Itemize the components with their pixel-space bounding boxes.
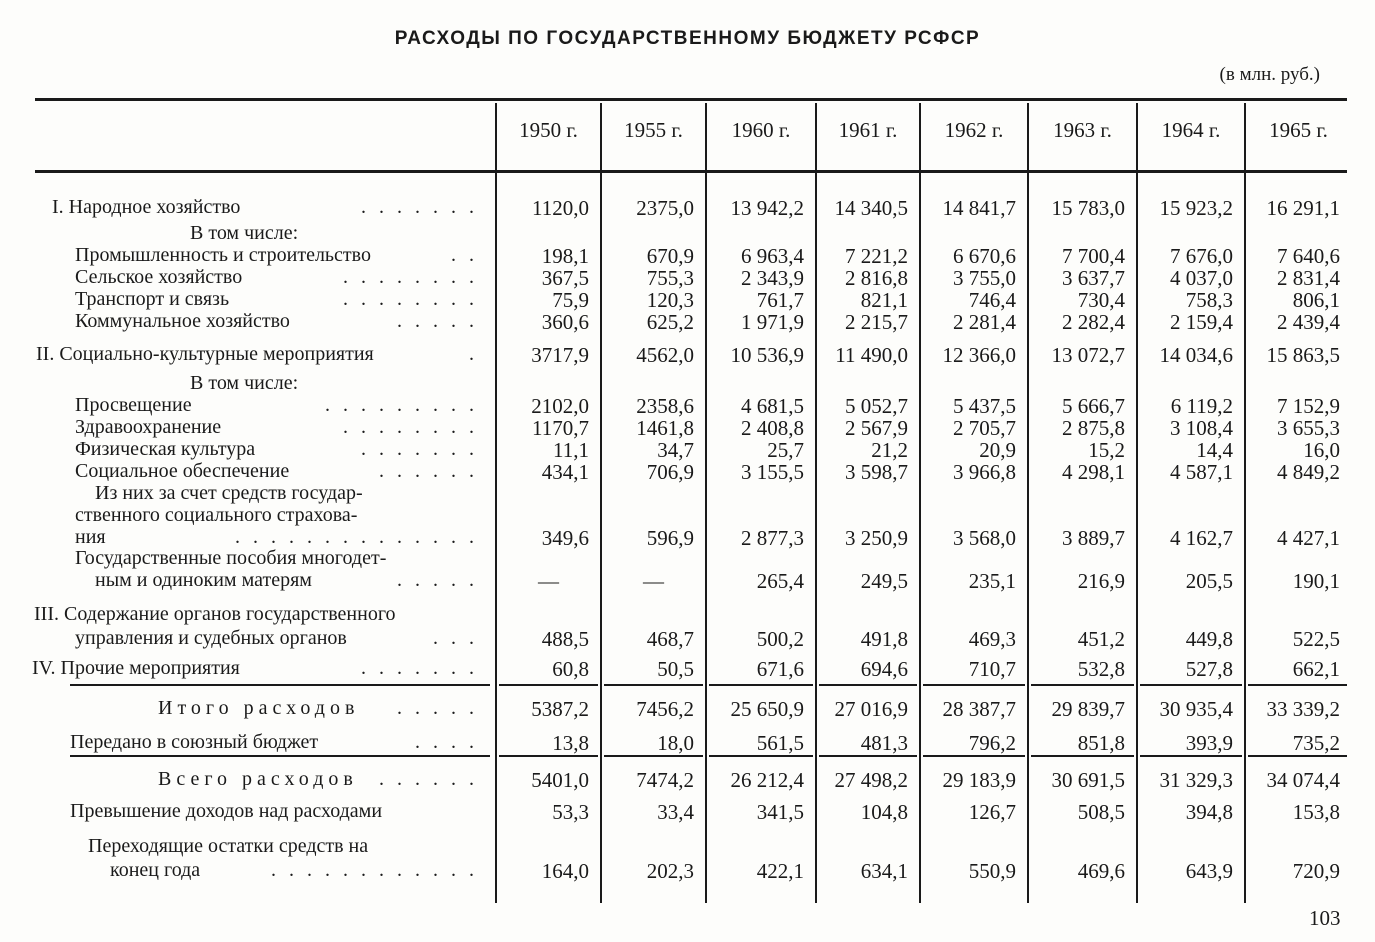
table-cell: 27 498,2 (834, 768, 908, 792)
row-label: Здравоохранение (75, 416, 222, 438)
row-label: Итого расходов (158, 697, 360, 719)
row-label: Коммунальное хозяйство (75, 310, 290, 332)
dot-leader: . . (451, 244, 478, 266)
table-cell: 3 755,0 (953, 266, 1016, 290)
table-cell: 60,8 (552, 657, 589, 681)
table-cell: 451,2 (1077, 627, 1125, 651)
table-cell: 4 681,5 (741, 394, 804, 418)
table-cell: 2102,0 (531, 394, 589, 418)
subtotal-rule (70, 684, 490, 686)
table-cell: 1170,7 (532, 416, 589, 440)
table-cell: 796,2 (968, 731, 1016, 755)
column-header: 1961 г. (838, 118, 898, 142)
table-cell: 527,8 (1185, 657, 1233, 681)
table-cell: 393,9 (1185, 731, 1233, 755)
subtotal-rule (499, 684, 598, 686)
table-cell: 104,8 (860, 800, 908, 824)
table-cell: 5387,2 (531, 697, 589, 721)
table-cell: 349,6 (541, 526, 589, 550)
row-label: Социальное обеспечение (75, 460, 290, 482)
subtotal-rule (1248, 684, 1347, 686)
table-cell: 5 052,7 (845, 394, 908, 418)
row-label: Промышленность и строительство (75, 244, 371, 266)
table-cell: 25 650,9 (730, 697, 804, 721)
row-label: Просвещение (75, 394, 192, 416)
table-cell: 27 016,9 (834, 697, 908, 721)
table-cell: 596,9 (646, 526, 694, 550)
table-cell: 3 250,9 (845, 526, 908, 550)
table-cell: 7 676,0 (1170, 244, 1233, 268)
column-header: 1963 г. (1053, 118, 1112, 142)
table-cell: 16 291,1 (1266, 196, 1340, 220)
subtotal-rule (604, 684, 703, 686)
table-cell: 34 074,4 (1266, 768, 1340, 792)
subtotal-rule (1031, 684, 1134, 686)
table-cell: 15 863,5 (1266, 343, 1340, 367)
table-cell: 394,8 (1185, 800, 1233, 824)
row-label: Транспорт и связь (75, 288, 230, 310)
table-top-rule (35, 98, 1347, 101)
dot-leader: . . . (433, 627, 478, 649)
table-cell: 2 281,4 (953, 310, 1016, 334)
dot-leader: . . . . . . . . (343, 266, 478, 288)
table-cell: 198,1 (541, 244, 589, 268)
table-cell: 3717,9 (531, 343, 589, 367)
header-bottom-rule (35, 170, 1347, 173)
table-cell: 5 437,5 (953, 394, 1016, 418)
table-cell: 1461,8 (636, 416, 694, 440)
table-cell: 469,6 (1077, 859, 1125, 883)
page-title: РАСХОДЫ ПО ГОСУДАРСТВЕННОМУ БЮДЖЕТУ РСФСР (394, 28, 981, 49)
dot-leader: . . . . . (397, 569, 478, 591)
table-cell: 2 877,3 (741, 526, 804, 550)
table-cell: 2 831,4 (1277, 266, 1340, 290)
table-cell: 500,2 (756, 627, 804, 651)
table-cell: 153,8 (1292, 800, 1340, 824)
row-label: II. Социально-культурные мероприятия (36, 343, 374, 365)
table-cell: 5401,0 (531, 768, 589, 792)
table-cell: 164,0 (541, 859, 589, 883)
total-rule (709, 755, 813, 757)
table-cell: 7 700,4 (1062, 244, 1125, 268)
column-header: 1960 г. (731, 118, 791, 142)
column-header: 1962 г. (944, 118, 1004, 142)
dot-leader: . . . . . . . (361, 438, 478, 460)
table-cell: 341,5 (756, 800, 804, 824)
table-cell: 2375,0 (636, 196, 694, 220)
table-cell: 3 108,4 (1170, 416, 1233, 440)
table-cell: 3 637,7 (1062, 266, 1125, 290)
column-header: 1955 г. (624, 118, 683, 142)
table-cell: 3 966,8 (953, 460, 1016, 484)
table-cell: 508,5 (1077, 800, 1125, 824)
table-cell: 31 329,3 (1159, 768, 1233, 792)
table-cell: — (643, 569, 664, 593)
table-cell: 2 816,8 (845, 266, 908, 290)
table-cell: 14 841,7 (942, 196, 1016, 220)
dot-leader: . . . . . . (379, 768, 478, 790)
table-cell: 643,9 (1185, 859, 1233, 883)
table-cell: 758,3 (1185, 288, 1233, 312)
table-cell: 2 439,4 (1277, 310, 1340, 334)
row-label: ния (75, 526, 106, 548)
table-cell: 821,1 (860, 288, 908, 312)
subtotal-rule (923, 684, 1025, 686)
table-cell: 2 567,9 (845, 416, 908, 440)
table-cell: 190,1 (1292, 569, 1340, 593)
table-cell: 20,9 (979, 438, 1016, 462)
table-cell: 4 298,1 (1062, 460, 1125, 484)
table-cell: 469,3 (968, 627, 1016, 651)
row-label: Передано в союзный бюджет (70, 731, 319, 753)
table-cell: 706,9 (646, 460, 694, 484)
subtotal-rule (709, 684, 813, 686)
row-label: Переходящие остатки средств на (88, 835, 369, 857)
table-cell: 33,4 (657, 800, 694, 824)
table-cell: 532,8 (1077, 657, 1125, 681)
total-rule (1248, 755, 1347, 757)
row-label: Из них за счет средств государ- (95, 482, 363, 504)
table-cell: 2 705,7 (953, 416, 1016, 440)
table-cell: 6 119,2 (1170, 394, 1233, 418)
table-cell: 2 408,8 (741, 416, 804, 440)
table-cell: 15,2 (1088, 438, 1125, 462)
subtotal-rule (1140, 684, 1242, 686)
table-cell: 21,2 (871, 438, 908, 462)
table-cell: 28 387,7 (942, 697, 1016, 721)
table-cell: 3 655,3 (1277, 416, 1340, 440)
row-label: В том числе: (190, 222, 299, 244)
table-cell: 7474,2 (636, 768, 694, 792)
table-cell: 13 072,7 (1051, 343, 1125, 367)
table-cell: 755,3 (646, 266, 694, 290)
table-cell: 2 343,9 (741, 266, 804, 290)
table-cell: 50,5 (657, 657, 694, 681)
row-label: В том числе: (190, 372, 299, 394)
table-cell: 662,1 (1292, 657, 1340, 681)
table-cell: 7456,2 (636, 697, 694, 721)
total-rule (1140, 755, 1242, 757)
table-cell: 746,4 (968, 288, 1016, 312)
table-cell: 13,8 (552, 731, 589, 755)
table-cell: 4 849,2 (1277, 460, 1340, 484)
table-cell: 2358,6 (636, 394, 694, 418)
dot-leader: . . . . . . . (361, 196, 478, 218)
table-cell: 120,3 (646, 288, 694, 312)
table-cell: 694,6 (860, 657, 908, 681)
total-rule (1031, 755, 1134, 757)
table-cell: 481,3 (860, 731, 908, 755)
table-cell: 13 942,2 (730, 196, 804, 220)
table-cell: 11,1 (553, 438, 589, 462)
table-cell: 670,9 (646, 244, 694, 268)
table-cell: 4 587,1 (1170, 460, 1233, 484)
table-cell: 202,3 (646, 859, 694, 883)
table-cell: 5 666,7 (1062, 394, 1125, 418)
table-cell: 249,5 (860, 569, 908, 593)
column-header: 1950 г. (519, 118, 578, 142)
table-cell: 761,7 (756, 288, 804, 312)
page-number: 103 (1309, 906, 1341, 930)
table-cell: 2 282,4 (1062, 310, 1125, 334)
dot-leader: . . . . . . . (361, 657, 478, 679)
row-label: ственного социального страхова- (75, 504, 358, 526)
total-rule (499, 755, 598, 757)
total-rule (604, 755, 703, 757)
table-cell: 360,6 (541, 310, 589, 334)
table-cell: 3 889,7 (1062, 526, 1125, 550)
table-cell: 625,2 (646, 310, 694, 334)
table-cell: 126,7 (968, 800, 1016, 824)
table-cell: 7 221,2 (845, 244, 908, 268)
dot-leader: . . . . . . . . . . . . (271, 859, 478, 881)
table-cell: 710,7 (968, 657, 1016, 681)
table-cell: 10 536,9 (730, 343, 804, 367)
table-cell: 30 935,4 (1159, 697, 1233, 721)
table-cell: 53,3 (552, 800, 589, 824)
table-cell: 671,6 (756, 657, 804, 681)
dot-leader: . . . . . . (379, 460, 478, 482)
table-cell: 367,5 (541, 266, 589, 290)
table-cell: 468,7 (646, 627, 694, 651)
table-cell: 2 159,4 (1170, 310, 1233, 334)
table-cell: 15 783,0 (1051, 196, 1125, 220)
table-cell: 75,9 (552, 288, 589, 312)
column-header: 1965 г. (1269, 118, 1328, 142)
table-cell: 7 640,6 (1277, 244, 1340, 268)
table-cell: 434,1 (541, 460, 589, 484)
total-rule (70, 755, 490, 757)
total-rule (819, 755, 917, 757)
table-cell: 4 037,0 (1170, 266, 1233, 290)
table-cell: 488,5 (541, 627, 589, 651)
table-cell: 216,9 (1077, 569, 1125, 593)
dot-leader: . . . . . . . . . . . . . . (235, 526, 478, 548)
row-label: Всего расходов (158, 768, 358, 790)
dot-leader: . . . . (415, 731, 478, 753)
dot-leader: . . . . . . . . . (325, 394, 478, 416)
table-cell: 449,8 (1185, 627, 1233, 651)
table-cell: 25,7 (767, 438, 804, 462)
subtotal-rule (819, 684, 917, 686)
row-label: ным и одиноким матерям (95, 569, 312, 591)
dot-leader: . . . . . (397, 697, 478, 719)
table-cell: 634,1 (860, 859, 908, 883)
table-cell: 720,9 (1292, 859, 1340, 883)
table-cell: 14 034,6 (1159, 343, 1233, 367)
table-cell: 7 152,9 (1277, 394, 1340, 418)
total-rule (923, 755, 1025, 757)
table-cell: 14,4 (1196, 438, 1233, 462)
table-cell: 18,0 (657, 731, 694, 755)
table-cell: 235,1 (968, 569, 1016, 593)
dot-leader: . (469, 343, 478, 365)
table-cell: 2 215,7 (845, 310, 908, 334)
row-label: Превышение доходов над расходами (70, 800, 383, 822)
units-note: (в млн. руб.) (1219, 64, 1320, 85)
row-label: управления и судебных органов (75, 627, 347, 649)
table-cell: 561,5 (756, 731, 804, 755)
table-cell: 33 339,2 (1266, 697, 1340, 721)
table-cell: 6 963,4 (741, 244, 804, 268)
row-label: I. Народное хозяйство (52, 196, 241, 218)
table-cell: 730,4 (1077, 288, 1125, 312)
table-cell: 4 427,1 (1277, 526, 1340, 550)
table-cell: 30 691,5 (1051, 768, 1125, 792)
row-label: III. Содержание органов государственного (34, 603, 396, 625)
table-cell: 14 340,5 (834, 196, 908, 220)
row-label: конец года (110, 859, 201, 881)
table-cell: 3 568,0 (953, 526, 1016, 550)
column-header: 1964 г. (1161, 118, 1221, 142)
table-cell: 2 875,8 (1062, 416, 1125, 440)
row-label: Сельское хозяйство (75, 266, 243, 288)
table-cell: 29 183,9 (942, 768, 1016, 792)
dot-leader: . . . . . . . . (343, 288, 478, 310)
table-cell: 4562,0 (636, 343, 694, 367)
table-cell: 265,4 (756, 569, 804, 593)
table-cell: 6 670,6 (953, 244, 1016, 268)
table-cell: 26 212,4 (730, 768, 804, 792)
table-cell: 3 155,5 (741, 460, 804, 484)
table-cell: 550,9 (968, 859, 1016, 883)
row-label: Государственные пособия многодет- (75, 547, 387, 569)
table-cell: 422,1 (756, 859, 804, 883)
table-cell: 851,8 (1077, 731, 1125, 755)
table-cell: 735,2 (1292, 731, 1340, 755)
table-cell: 12 366,0 (942, 343, 1016, 367)
table-cell: 29 839,7 (1051, 697, 1125, 721)
row-label: IV. Прочие мероприятия (32, 657, 240, 679)
table-cell: 15 923,2 (1159, 196, 1233, 220)
row-label: Физическая культура (75, 438, 256, 460)
table-cell: 522,5 (1292, 627, 1340, 651)
dot-leader: . . . . . . . . (343, 416, 478, 438)
dot-leader: . . . . . (397, 310, 478, 332)
table-cell: 1 971,9 (741, 310, 804, 334)
table-cell: 491,8 (860, 627, 908, 651)
table-cell: — (538, 569, 559, 593)
table-cell: 806,1 (1292, 288, 1340, 312)
table-cell: 16,0 (1303, 438, 1340, 462)
table-cell: 11 490,0 (835, 343, 908, 367)
table-cell: 4 162,7 (1170, 526, 1233, 550)
table-cell: 3 598,7 (845, 460, 908, 484)
table-cell: 34,7 (657, 438, 694, 462)
table-cell: 205,5 (1185, 569, 1233, 593)
table-cell: 1120,0 (532, 196, 589, 220)
